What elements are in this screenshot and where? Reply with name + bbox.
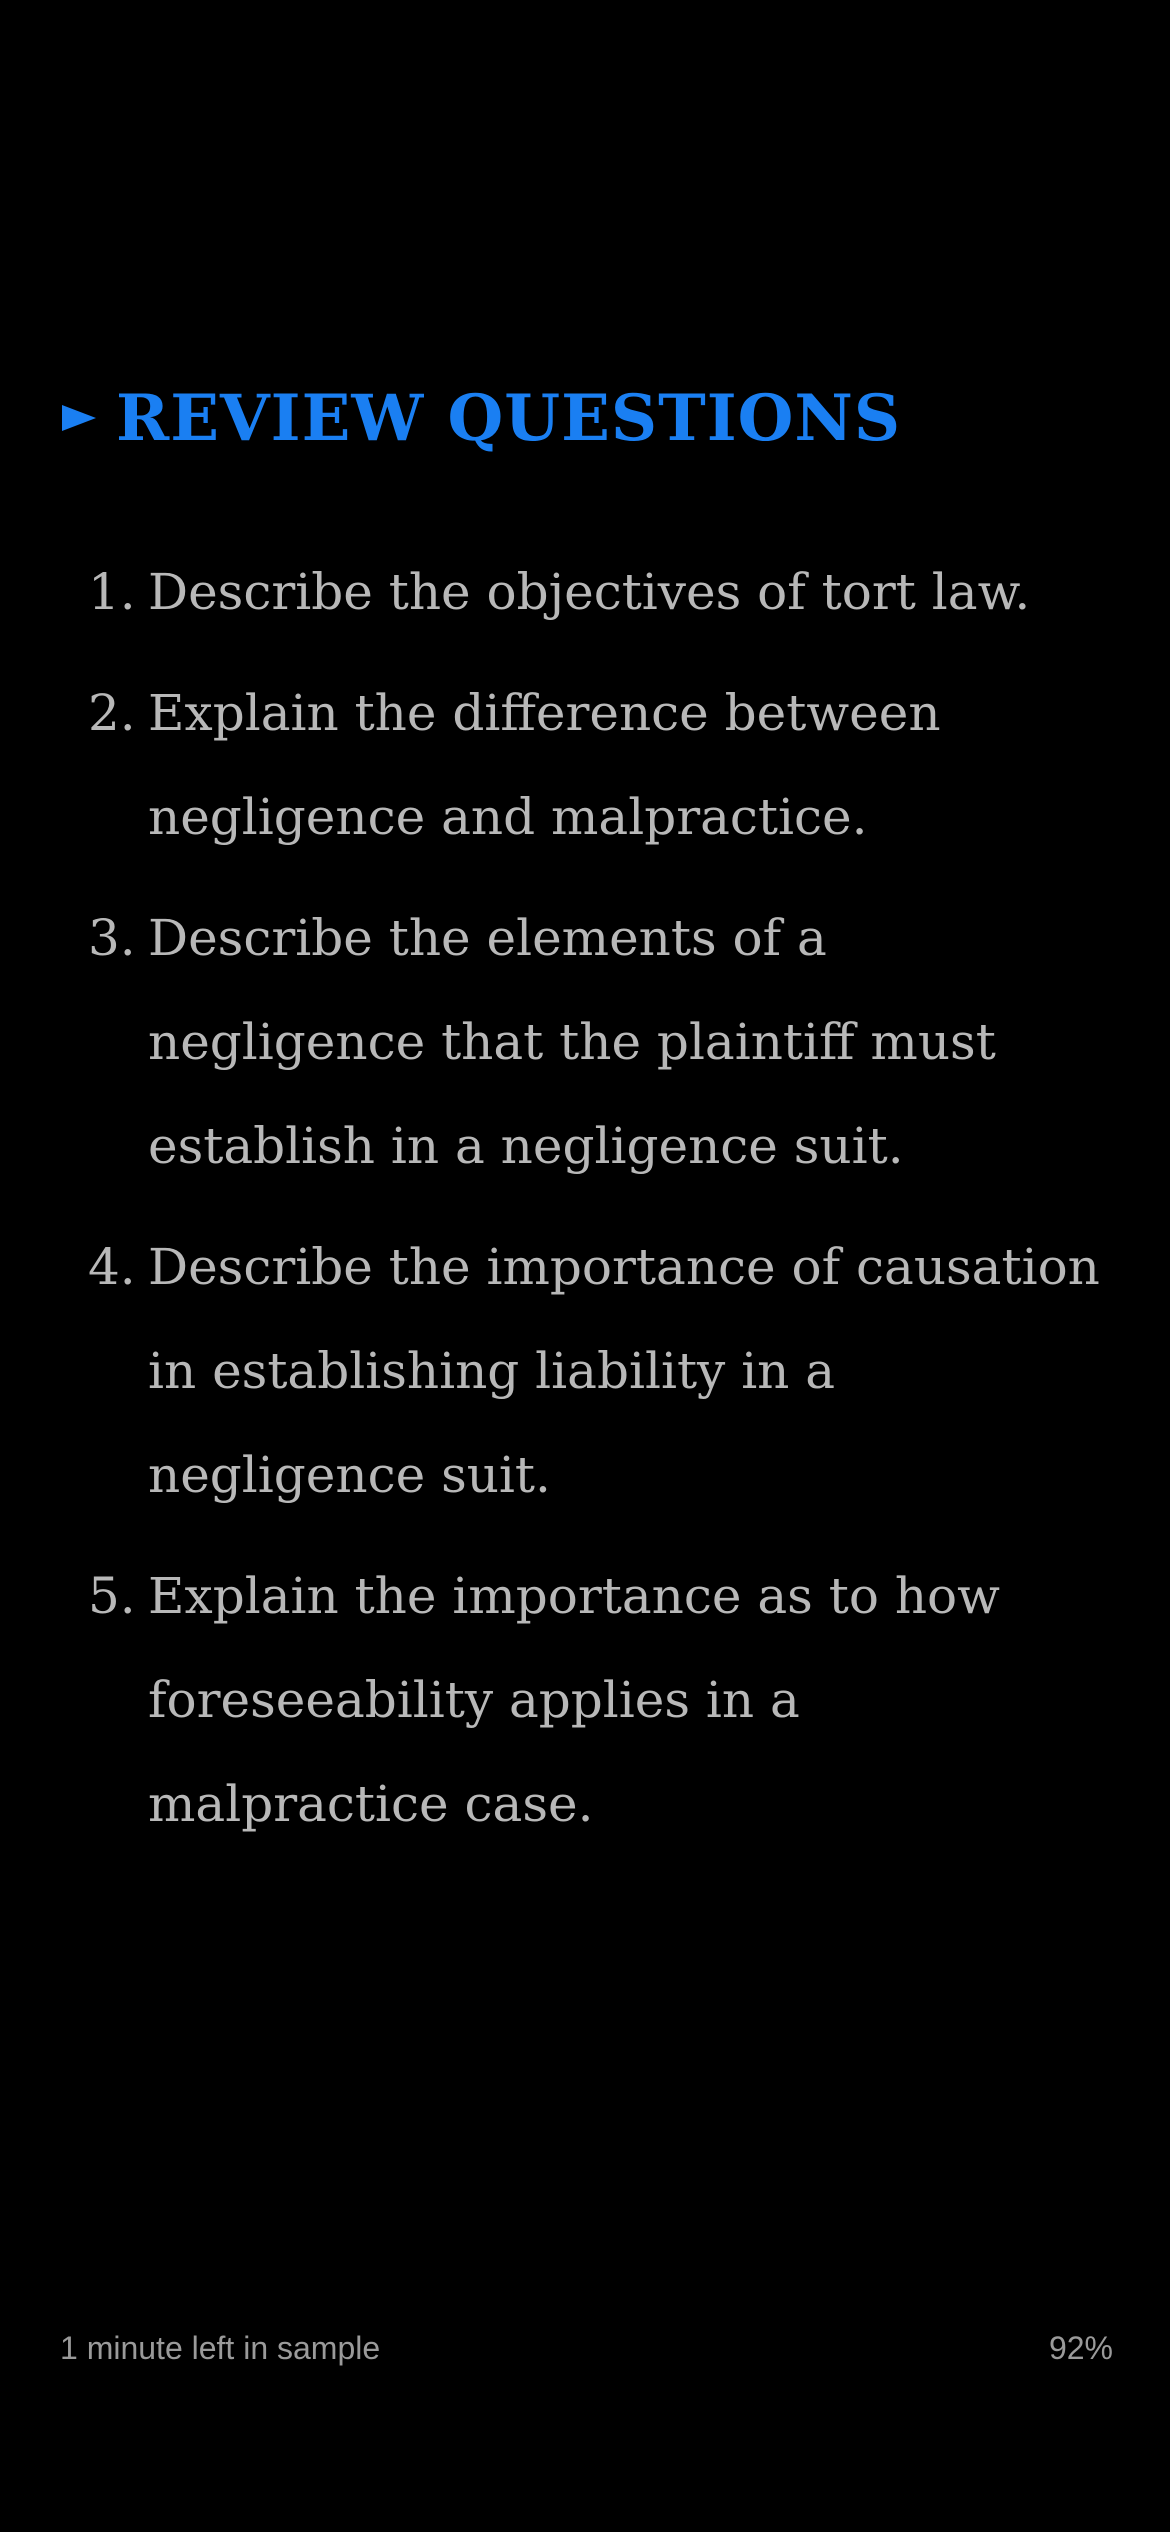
time-left-label: 1 minute left in sample — [60, 2330, 381, 2366]
question-text: Describe the elements of a negligence that the plaintiff must establish in a negligence suit. — [148, 909, 996, 1175]
triangle-right-icon — [62, 405, 96, 431]
question-text: Describe the objectives of tort law. — [148, 563, 1031, 621]
list-item — [0, 1544, 1170, 1856]
list-item — [0, 540, 1170, 644]
review-questions-list — [0, 540, 1170, 1873]
list-item — [0, 661, 1170, 869]
question-number: 4. — [88, 1238, 136, 1296]
question-number: 3. — [88, 909, 136, 967]
section-title: REVIEW QUESTIONS — [116, 380, 902, 456]
question-number: 5. — [88, 1567, 136, 1625]
list-item — [0, 1215, 1170, 1527]
section-heading — [62, 368, 901, 468]
reading-progress: 92% — [1048, 2330, 1113, 2366]
question-number: 1. — [88, 563, 136, 621]
question-text: Describe the importance of causation in establishing liability in a negligence suit. — [148, 1238, 1100, 1504]
question-number: 2. — [88, 684, 136, 742]
question-text: Explain the importance as to how foreseeability applies in a malpractice case. — [148, 1567, 1000, 1833]
question-text: Explain the difference between negligence and malpractice. — [148, 684, 941, 846]
list-item — [0, 886, 1170, 1198]
